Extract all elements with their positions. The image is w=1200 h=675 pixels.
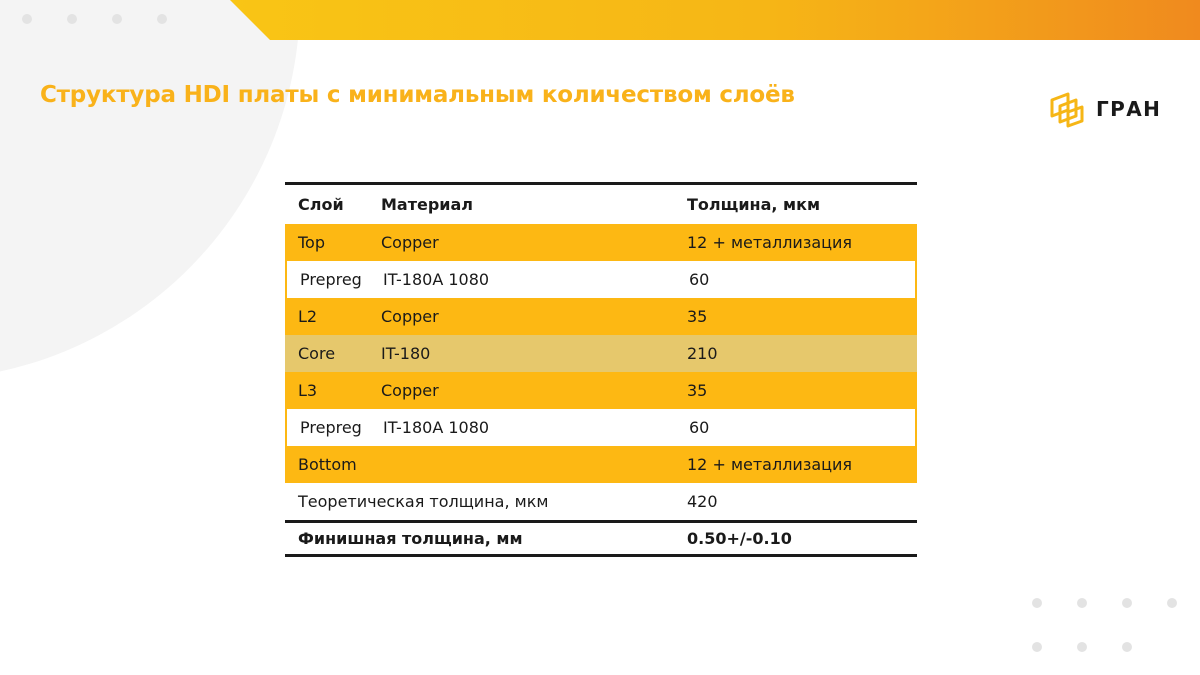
cell-layer: Prepreg <box>300 418 362 437</box>
cell-layer: Top <box>298 233 325 252</box>
table-row <box>285 261 917 298</box>
cell-thickness: 210 <box>687 344 718 363</box>
cell-layer: L2 <box>298 307 318 326</box>
finish-thickness-row <box>285 520 917 557</box>
table-row <box>285 224 917 261</box>
cell-thickness: 60 <box>689 270 710 289</box>
dot <box>1032 598 1042 608</box>
theoretical-thickness-value: 420 <box>687 492 718 511</box>
cell-layer: L3 <box>298 381 318 400</box>
background-arc <box>0 0 300 380</box>
dot <box>22 14 32 24</box>
cell-thickness: 60 <box>689 418 710 437</box>
cell-material: Copper <box>381 307 439 326</box>
theoretical-thickness-row <box>285 483 917 520</box>
header-material: Материал <box>381 195 474 214</box>
logo-text: ГРАН <box>1096 97 1162 121</box>
cell-material: Copper <box>381 381 439 400</box>
layer-structure-table <box>285 182 917 557</box>
dot <box>157 14 167 24</box>
dot <box>1122 642 1132 652</box>
cell-layer: Core <box>298 344 336 363</box>
table-row <box>285 298 917 335</box>
header-thickness: Толщина, мкм <box>687 195 821 214</box>
cell-thickness: 12 + металлизация <box>687 455 853 474</box>
decorative-dots-bottom <box>1032 598 1177 652</box>
dot <box>1077 642 1087 652</box>
cell-thickness: 35 <box>687 307 708 326</box>
dot <box>1032 642 1042 652</box>
cell-thickness: 12 + металлизация <box>687 233 853 252</box>
page-title: Структура HDI платы с минимальным количеством слоёв <box>40 82 795 108</box>
cell-material: IT-180A 1080 <box>383 270 490 289</box>
table-row <box>285 409 917 446</box>
cell-material: Copper <box>381 233 439 252</box>
table-header-row <box>285 182 917 224</box>
table-row <box>285 372 917 409</box>
header-layer: Слой <box>298 195 344 214</box>
table-row <box>285 335 917 372</box>
finish-thickness-value: 0.50+/-0.10 <box>687 529 792 548</box>
theoretical-thickness-label: Теоретическая толщина, мкм <box>298 492 549 511</box>
cell-material: IT-180A 1080 <box>383 418 490 437</box>
gran-logo-icon <box>1046 88 1086 130</box>
dot <box>67 14 77 24</box>
dot <box>112 14 122 24</box>
table-row <box>285 446 917 483</box>
top-gradient-band <box>230 0 1200 40</box>
cell-layer: Bottom <box>298 455 357 474</box>
dot <box>1122 598 1132 608</box>
dot <box>1167 598 1177 608</box>
decorative-dots-top <box>22 14 167 24</box>
dot <box>1077 598 1087 608</box>
cell-layer: Prepreg <box>300 270 362 289</box>
cell-thickness: 35 <box>687 381 708 400</box>
cell-material: IT-180 <box>381 344 431 363</box>
finish-thickness-label: Финишная толщина, мм <box>298 529 523 548</box>
brand-logo <box>1046 88 1161 130</box>
